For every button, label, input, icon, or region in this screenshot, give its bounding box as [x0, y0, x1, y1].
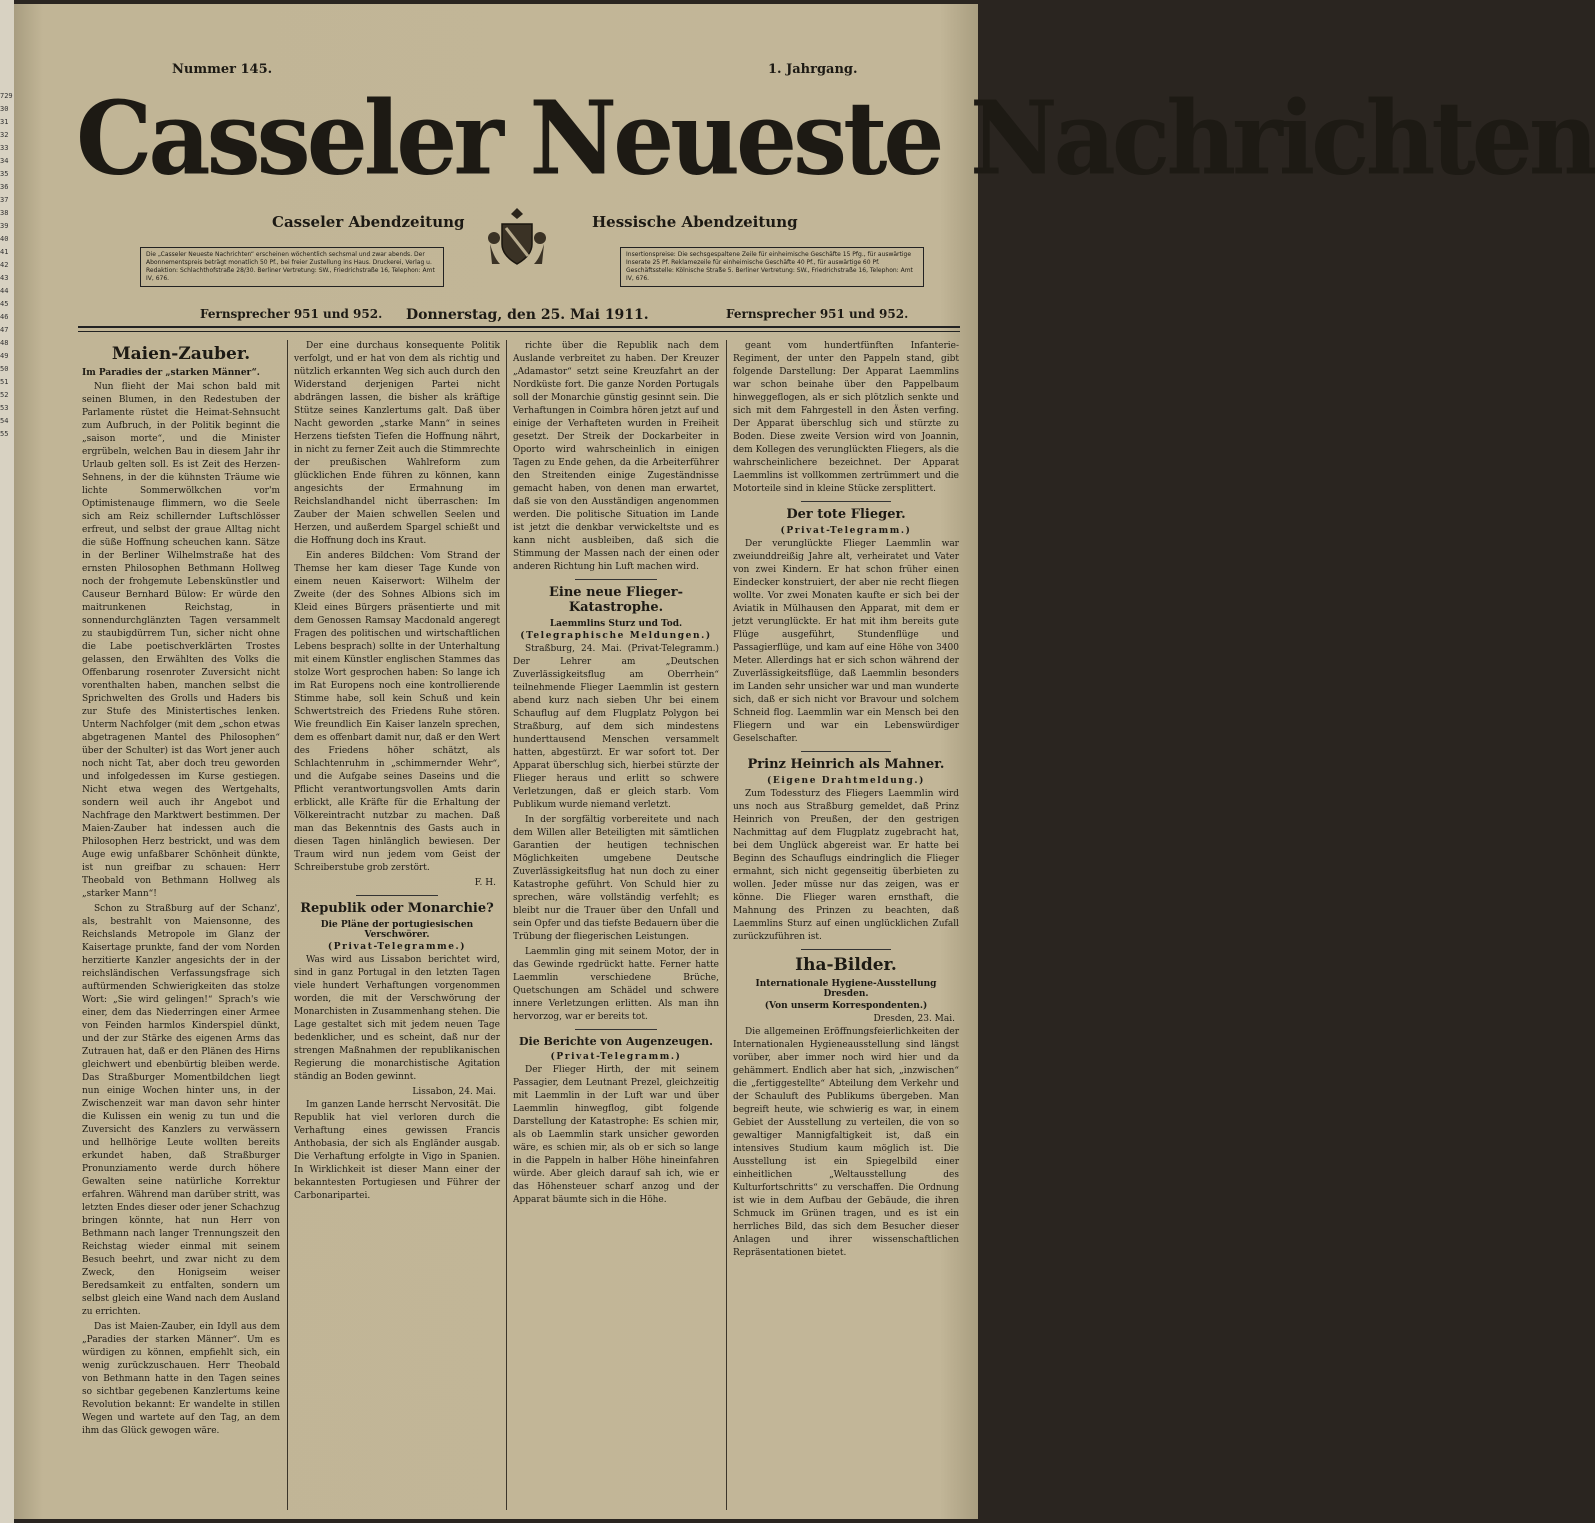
headline-maien-zauber: Maien-Zauber. — [111, 344, 251, 364]
issue-date: Donnerstag, den 25. Mai 1911. — [406, 307, 649, 323]
scan-edge-numbers: 729 30 31 32 33 34 35 36 37 38 39 40 41 42 43 44 45 46 47 48 49 50 51 52 53 54 55 — [0, 92, 13, 438]
article-separator — [575, 579, 657, 580]
column-2 — [294, 340, 500, 1510]
headline-toter-flieger: Der tote Flieger. — [786, 507, 906, 522]
article-paragraph: Der verunglückte Flieger Laemmlin war zweiunddreißig Jahre alt, verheiratet und Vater von zwei Kindern. Er hat schon früher einen Eindecker konstruiert, der aber nie recht fliegen wollte. Vor zwei Monaten kaufte er sich bei der Aviatik in Mülhausen den Apparat, mit dem er jetzt verunglückte. Er hat mit ihm bereits gute Flüge ausgeführt, Stundenflüge und Passagierflüge, und kam auf eine Höhe von 3400 Meter. Allerdings hat er sich schon während der Zuverlässigkeitsflüge, daß Laemmlin besonders im Landen sehr unsicher war und man wunderte sich, daß er sich nicht vor Bravour und solchem Schneid flog. Laemmlin war ein Mensch bei den Fliegern und war ein Lebenswürdiger Geselschafter. — [733, 539, 959, 744]
subscription-info-box: Die „Casseler Neueste Nachrichten“ erscheinen wöchentlich sechsmal und zwar abends. Der Abonnementspreis beträgt monatlich 50 Pf., bei freier Zustellung ins Haus. Druckerei, Verlag u. Redaktion: Schlachthofstraße 28/30. Berliner Vertretung: SW., Friedrichstraße 16, Telephon: Amt IV, 676. — [140, 247, 444, 287]
article-signature: F. H. — [474, 878, 496, 888]
column-4 — [733, 340, 959, 1510]
article-paragraph: Laemmlin ging mit seinem Motor, der in das Gewinde rgedrückt hatte. Ferner hatte Laemmlin verschiedene Brüche, Quetschungen am Schädel und schwere innere Verletzungen erlitten. Als man ihn hervorzog, war er bereits tot. — [513, 947, 719, 1022]
article-separator — [801, 949, 891, 950]
header-rule-thin — [78, 331, 960, 332]
volume-year: 1. Jahrgang. — [768, 62, 858, 77]
telegram-note: (Privat-Telegramme.) — [327, 942, 467, 952]
telegram-note: (Privat-Telegramm.) — [780, 526, 912, 536]
article-paragraph: In der sorgfältig vorbereitete und nach dem Willen aller Beteiligten mit sämtlichen Garantien der heutigen technischen Möglichkeiten umgebene Deutsche Zuverlässigkeitsflug hat nun doch zu einer Katastrophe geführt. Von Schuld hier zu sprechen, wäre vollständig verfehlt; es bleibt nur die Trauer über den Unfall und sein Opfer und das tiefste Bedauern über die Trübung der fliegerischen Leistungen. — [513, 815, 719, 942]
phone-left: Fernsprecher 951 und 952. — [200, 307, 383, 321]
subhead-hygiene: Internationale Hygiene-Ausstellung Dresden. — [755, 979, 937, 999]
headline-prinz-heinrich: Prinz Heinrich als Mahner. — [747, 757, 945, 772]
column-divider — [726, 340, 727, 1510]
headline-augenzeugen: Die Berichte von Augenzeugen. — [519, 1035, 713, 1048]
article-paragraph: Der Flieger Hirth, der mit seinem Passagier, dem Leutnant Prezel, gleichzeitig mit Laemmlin in der Luft war und über Laemmlin hinwegflog, gibt folgende Darstellung der Katastrophe: Es schien mir, als ob Laemmlin stark unsicher geworden wäre, es schien mir, als ob er sich so lange in die Pappeln in halber Höhe hineinfahren würde. Aber gleich darauf sah ich, wie er das Höhensteuer scharf anzog und der Apparat bäumte sich in die Höhe. — [513, 1065, 719, 1205]
header-rule — [78, 326, 960, 328]
article-paragraph: Das ist Maien-Zauber, ein Idyll aus dem „Paradies der starken Männer“. Um es würdigen zu können, empfiehlt sich, ein wenig zurückzuschauen. Herr Theobald von Bethmann hatte in den Tagen seines so sichtbar gegebenen Kanzlertums keine Revolution bekannt: Er wandelte in stillen Wegen und wartete auf den Tag, an dem ihm das Glück gewogen wäre. — [82, 1322, 280, 1436]
article-paragraph: Straßburg, 24. Mai. (Privat-Telegramm.) Der Lehrer am „Deutschen Zuverlässigkeitsflug am Oberrhein“ teilnehmende Flieger Laemmlin ist gestern abend kurz nach sieben Uhr bei einem Schauflug auf dem Flugplatz Polygon bei Straßburg, auf dem sich mindestens hunderttausend Menschen versammelt hatten, abgestürzt. Er war sofort tot. Der Apparat überschlug sich, hierbei stürzte der Flieger heraus und erlitt so schwere Verletzungen, daß er gleich starb. Vom Publikum wurde niemand verletzt. — [513, 644, 719, 810]
article-paragraph: Zum Todessturz des Fliegers Laemmlin wird uns noch aus Straßburg gemeldet, daß Prinz Heinrich von Preußen, der den gestrigen Nachmittag auf dem Flugplatz zugebracht hat, bei dem Unglück abgereist war. Er hatte bei Beginn des Schauflugs eindringlich die Flieger ermahnt, sich nicht gegenseitig überbieten zu wollen. Jeder müsse nur das zeigen, was er könne. Die Flieger waren ernsthaft, die Mahnung des Prinzen zu beachten, daß Laemmlins Sturz auf einen unglücklichen Zufall zurückzuführen ist. — [733, 789, 959, 942]
correspondent-note: (Von unserm Korrespondenten.) — [764, 1001, 928, 1011]
headline-iha-bilder: Iha-Bilder. — [795, 955, 897, 975]
advertising-rates-box: Insertionspreise: Die sechsgespaltene Zeile für einheimische Geschäfte 15 Pfg., für auswärtige Inserate 25 Pf. Reklamezeile für einheimische Geschäfte 40 Pf., für auswärtige 60 Pf. Geschäftsstelle: Kölnische Straße 5. Berliner Vertretung: SW., Friedrichstraße 16, Telephon: Amt IV, 676. — [620, 247, 924, 287]
headline-republik: Republik oder Monarchie? — [300, 901, 494, 916]
article-paragraph: Was wird aus Lissabon berichtet wird, sind in ganz Portugal in den letzten Tagen viele hundert Verhaftungen vorgenommen worden, die mit der Verschwörung der Monarchisten in Zusammenhang stehen. Die Lage gestaltet sich mit jedem neuen Tage bedenklicher, und es scheint, daß nur der strengen Maßnahmen der republikanischen Regierung die monarchistische Agitation ständig an Boden gewinnt. — [294, 955, 500, 1082]
article-paragraph: richte über die Republik nach dem Auslande verbreitet zu haben. Der Kreuzer „Adamastor“ setzt seine Kreuzfahrt an der Nordküste fort. Die ganze Norden Portugals soll der Monarchie günstig gesinnt sein. Die Verhaftungen in Coimbra hören jetzt auf und einige der Verhafteten wurden in Freiheit gesetzt. Der Streik der Dockarbeiter in Oporto wird wahrscheinlich in einigen Tagen zu Ende gehen, da die Arbeiterführer den Streitenden einige Zugeständnisse gemacht haben, von denen man erwartet, daß sie von den Ausständigen angenommen werden. Die politische Situation im Lande ist jetzt die denkbar verwickeltste und es kann nicht ausbleiben, daß sich die Stimmung der Massen nach der einen oder anderen Richtung hin Luft machen wird. — [513, 341, 719, 572]
subhead-plaene: Die Pläne der portugiesischen Verschwörer. — [320, 920, 474, 940]
headline-flieger-katastrophe: Eine neue Flieger-Katastrophe. — [548, 585, 684, 615]
article-paragraph: Nun flieht der Mai schon bald mit seinen Blumen, in den Redestuben der Parlamente rüstet die Heimat-Sehnsucht zum Aufbruch, in der Politik beginnt die „saison morte“, und die Minister ergrübeln, welchen Bau in diesem Jahr ihr Urlaub gelten soll. Es ist Zeit des Herzen-Sehnens, in der die kühnsten Träume wie lichte Sommerwölkchen vor'm Optimistenauge flimmern, wo die Seele sich am Reiz schillernder Luftschlösser erfreut, und selbst der graue Alltag nicht die süße Hoffnung scheuchen kann. Sätze in der Berliner Wilhelmstraße hat des ernsten Philosophen Bethmann Hollweg noch der frohgemute Lebenskünstler und Causeur Bernhard Bülow: Er würde den maitrunkenen Reichstag, in sonnendurchglänzten Tagen versammelt zu staubigdürrem Tun, sicher nicht ohne die Labe poetischverklärten Trostes gelassen, den Erwählten des Volks die Offenbarung rosenroter Zuversicht nicht vorenthalten haben, manchen selbst die Sprichwelten des Grolls und Haders bis zur Stufe des Ministertisches lenken. Unterm Nachfolger (mit dem „schon etwas abgetragenen Mantel des Philosophen“ über der Schulter) ist das Wort jener auch noch nicht Tat, aber doch treu geworden und infolgedessen im Kurse gestiegen. Nicht etwa wegen des Wertgehalts, sondern weil auch ihr Angebot und Nachfrage den Marktwert bestimmen. Der Maien-Zauber hat indessen auch die Philosophen Herz bestrickt, und was dem Auge ewig unfaßbarer Schönheit dünkte, ist nun greifbar zu schauen: Herr Theobald von Bethmann Hollweg als „starker Mann“! — [82, 382, 280, 899]
newspaper-page — [14, 4, 1595, 1519]
column-3 — [513, 340, 719, 1510]
masthead-title: Casseler Neueste Nachrichten — [76, 79, 1595, 198]
subtitle-right: Hessische Abendzeitung — [592, 213, 798, 231]
phone-right: Fernsprecher 951 und 952. — [726, 307, 909, 321]
coat-of-arms-icon — [484, 204, 550, 268]
article-separator — [356, 895, 438, 896]
dateline-dresden: Dresden, 23. Mai. — [873, 1014, 955, 1024]
subtitle-left: Casseler Abendzeitung — [272, 213, 465, 231]
subhead-laemmlin: Laemmlins Sturz und Tod. — [549, 619, 683, 629]
article-paragraph: Im ganzen Lande herrscht Nervosität. Die Republik hat viel verloren durch die Verhaftung eines gewissen Francis Anthobasia, der sich als Engländer ausgab. Die Verhaftung erfolgte in Vigo in Spanien. In Wirklichkeit ist dieser Mann einer der bekanntesten Portugiesen und Führer der Carbonaripartei. — [294, 1100, 500, 1201]
article-paragraph: geant vom hundertfünften Infanterie-Regiment, der unter den Pappeln stand, gibt folgende Darstellung: Der Apparat Laemmlins war schon beinahe über den Pappelbaum hinweggeflogen, als er sich plötzlich senkte und sich mit dem Fahrgestell in den Ästen verfing. Der Apparat überschlug sich und stürzte zu Boden. Diese zweite Version wird von Joannin, dem Kollegen des verunglückten Fliegers, als die wahrscheinlichere bezeichnet. Der Apparat Laemmlins ist vollkommen zertrümmert und die Motorteile sind in kleine Stücke zersplittert. — [733, 341, 959, 494]
telegram-note: (Privat-Telegramm.) — [550, 1052, 682, 1062]
column-1 — [82, 340, 280, 1510]
article-paragraph: Der eine durchaus konsequente Politik verfolgt, und er hat von dem als richtig und nützlich erkannten Weg sich auch durch den Widerstand derjenigen Partei nicht abdrängen lassen, die bisher als kräftige Stütze seines Kanzlertums galt. Daß über Nacht geworden „starke Mann“ in seines Herzens tiefsten Tiefen die Hoffnung nährt, in nicht zu ferner Zeit auch die Stimmrechte der preußischen Wahlreform zum glücklichen Ende führen zu können, kann angesichts der Ermahnung im Reichslandhandel nicht überraschen: Im Zauber der Maien schwellen Seelen und Herzen, und außerdem Spargel schießt und die Hoffnung doch ins Kraut. — [294, 341, 500, 546]
column-divider — [506, 340, 507, 1510]
article-paragraph: Schon zu Straßburg auf der Schanz', als, bestrahlt von Maiensonne, des Reichslands Metropole im Glanz der Kaisertage prunkte, fand der vom Norden herzitierte Kanzler angesichts der in der reichsländischen Verfassungsfrage sich auftürmenden Schwierigkeiten das stolze Wort: „Sie wird gelingen!“ Sprach's wie einer, dem das Niederringen einer Armee von Feinden harmlos Kinderspiel dünkt, und der zur Stärke des eigenen Arms das Zutrauen hat, daß er den Plänen des Hirns gleichwert und ebenbürtig bleiben werde. Das Straßburger Momentbildchen liegt nun einige Wochen hinter uns, in der Zwischenzeit war man davon sehr hinter die Kulissen ein wenig zu tun und die Zuversicht des Kanzlers zu verwässern und hellhörige Leute wollten bereits erkundet haben, daß Straßburger Pronunziamento werde durch höhere Gewalten seine natürliche Korrektur erfahren. Während man darüber stritt, was letzten Endes dieser oder jener Schachzug bringen könnte, hat nun Herr von Bethmann nach langer Trennungszeit den Reichstag wieder einmal mit seinem Besuch beehrt, und zwar nicht zu dem Zweck, den Honigseim weiser Beredsamkeit zu entfalten, sondern um selbst gleich eine Wand nach dem Ausland zu errichten. — [82, 904, 280, 1317]
scan-edge — [0, 0, 14, 1523]
telegram-note: (Eigene Drahtmeldung.) — [767, 776, 925, 786]
telegram-note: (Telegraphische Meldungen.) — [520, 631, 712, 641]
kicker-paradies: Im Paradies der „starken Männer“. — [82, 368, 260, 378]
article-paragraph: Die allgemeinen Eröffnungsfeierlichkeiten der Internationalen Hygieneausstellung sind längst vorüber, aber immer noch wird hier und da gehämmert. Endlich aber hat sich, „inzwischen“ die „fertiggestellte“ Abteilung dem Verkehr und der Schauluft des Publikums übergeben. Man begreift heute, wie schwierig es war, in einem Gebiet der Ausstellung zu verteilen, die von so gewaltiger Mannigfaltigkeit ist, daß ein intensives Studium kaum möglich ist. Die Ausstellung ist ein Spiegelbild einer einheitlichen „Weltausstellung des Kulturfortschritts“ zu verschaffen. Die Ordnung ist wie in dem Aufbau der Gebäude, die ihren Schmuck im Grünen tragen, und es ist ein herrliches Bild, das sich dem Besucher dieser Anlagen und ihrer wissenschaftlichen Repräsentationen bietet. — [733, 1027, 959, 1258]
article-separator — [801, 751, 891, 752]
article-paragraph: Ein anderes Bildchen: Vom Strand der Themse her kam dieser Tage Kunde von einem neuen Kaiserwort: Wilhelm der Zweite (der des Sohnes Albions sich im Kleid eines Bürgers präsentierte und mit dem Genossen Ramsay Macdonald angeregt Fragen des politischen und wirtschaftlichen Lebens besprach) sollte in der Unterhaltung mit einem Künstler englischen Stammes das stolze Wort gesprochen haben: So lange ich im Rat Europens noch eine kontrollierende Stimme habe, soll kein Schuß und kein Schwertstreich des Friedens Ruhe stören. Wie freundlich Ein Kaiser lanzeln sprechen, dem es offenbart damit nur, daß er den Wert des Friedens höher schätzt, als Schlachtenruhm in „schimmernder Wehr“, und die Aufgabe seines Daseins und die Pflicht verantwortungsvollen Amts darin erblickt, alle Kräfte für die Erhaltung der Völkereintracht nutzbar zu machen. Daß man das Bekenntnis des Gasts auch in diesen Tagen hinlänglich bewiesen. Der Traum wird nun jedem vom Geist der Schreiberstube grob zerstört. — [294, 551, 500, 873]
issue-number: Nummer 145. — [172, 62, 273, 77]
column-divider — [287, 340, 288, 1510]
article-separator — [575, 1029, 657, 1030]
dateline-lissabon: Lissabon, 24. Mai. — [412, 1087, 496, 1097]
article-separator — [801, 501, 891, 502]
